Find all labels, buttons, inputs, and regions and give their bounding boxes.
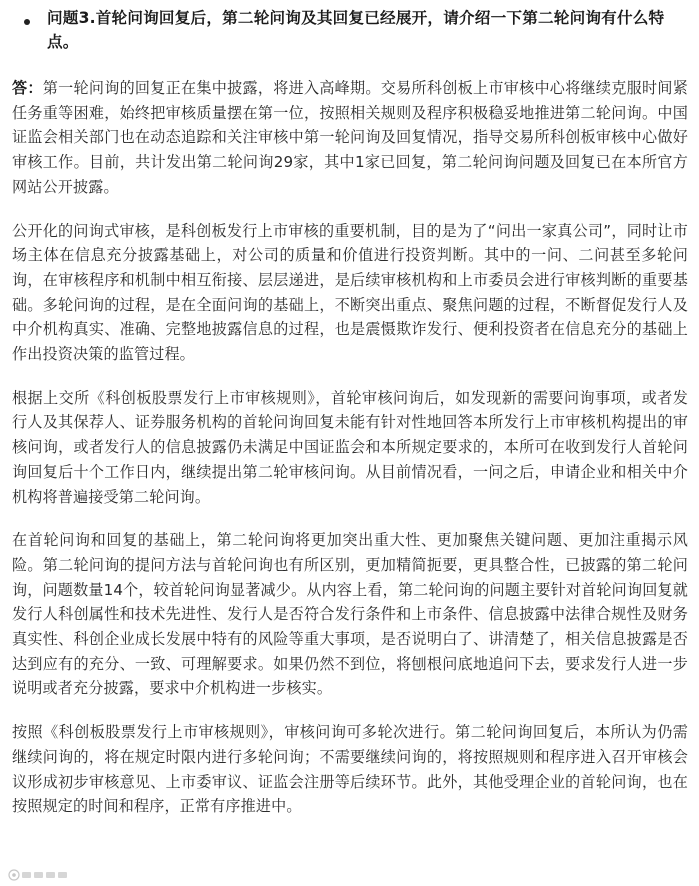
answer-paragraph-3: 根据上交所《科创板股票发行上市审核规则》，首轮审核问询后，如发现新的需要问询事项，或者发行人及其保荐人、证券服务机构的首轮问询回复未能有针对性地回答本所发行上市审核机构提出的审核问询，或者发行人的信息披露仍未满足中国证监会和本所规定要求的，本所可在收到发行人首轮问询回复后十个工作日内，继续提出第二轮审核问询。从目前情况看，一问之后，申请企业和相关中介机构将普遍接受第二轮问询。 xyxy=(12,388,688,506)
answer-paragraph-2: 公开化的问询式审核，是科创板发行上市审核的重要机制，目的是为了“问出一家真公司”，同时让市场主体在信息充分披露基础上，对公司的质量和价值进行投资判断。其中的一问、二问甚至多轮问询，在审核程序和机制中相互衔接、层层递进，是后续审核机构和上市委员会进行审核判断的重要基础。多轮问询的过程，是在全面问询的基础上，不断突出重点、聚焦问题的过程，不断督促发行人及中介机构真实、准确、完整地披露信息的过程，也是震慑欺诈发行、便利投资者在信息充分的基础上作出投资决策的监管过程。 xyxy=(12,221,688,364)
answer-paragraph-1-text: 第一轮问询的回复正在集中披露，将进入高峰期。交易所科创板上市审核中心将继续克服时间紧任务重等困难，始终把审核质量摆在第一位，按照相关规则及程序积极稳妥地推进第二轮问询。中国证监会相关部门也在动态追踪和关注审核中第一轮问询及回复情况，指导交易所科创板审核中心做好审核工作。目前，共计发出第二轮问询29家，其中1家已回复，第二轮问询问题及回复已在本所官方网站公开披露。 xyxy=(12,79,688,196)
bullet-dot-icon xyxy=(24,19,30,25)
answer-label: 答： xyxy=(12,79,43,97)
answer-paragraph-4: 在首轮问询和回复的基础上，第二轮问询将更加突出重大性、更加聚焦关键问题、更加注重揭示风险。第二轮问询的提问方法与首轮问询也有所区别，更加精简扼要，更具整合性，已披露的第二轮问询，问题数量14个，较首轮问询显著减少。从内容上看，第二轮问询的问题主要针对首轮问询回复就发行人科创属性和技术先进性、发行人是否符合发行条件和上市条件、信息披露中法律合规性及财务真实性、科创企业成长发展中特有的风险等重大事项，是否说明白了、讲清楚了，相关信息披露是否达到应有的充分、一致、可理解要求。如果仍然不到位，将刨根问底地追问下去，要求发行人进一步说明或者充分披露，要求中介机构进一步核实。 xyxy=(12,531,688,698)
answer-paragraph-1 xyxy=(12,76,688,200)
answer-paragraph-5: 按照《科创板股票发行上市审核规则》，审核问询可多轮次进行。第二轮问询回复后，本所认为仍需继续问询的，将在规定时限内进行多轮问询；不需要继续问询的，将按照规则和程序进入召开审核会议形成初步审核意见、上市委审议、证监会注册等后续环节。此外，其他受理企业的首轮问询，也在按照规定的时间和程序，正常有序推进中。 xyxy=(12,723,688,816)
watermark-logo xyxy=(8,868,94,882)
question-text: 问题3.首轮问询回复后，第二轮问询及其回复已经展开，请介绍一下第二轮问询有什么特点。 xyxy=(47,9,665,51)
answer-body xyxy=(12,76,688,838)
question-block xyxy=(12,6,692,54)
